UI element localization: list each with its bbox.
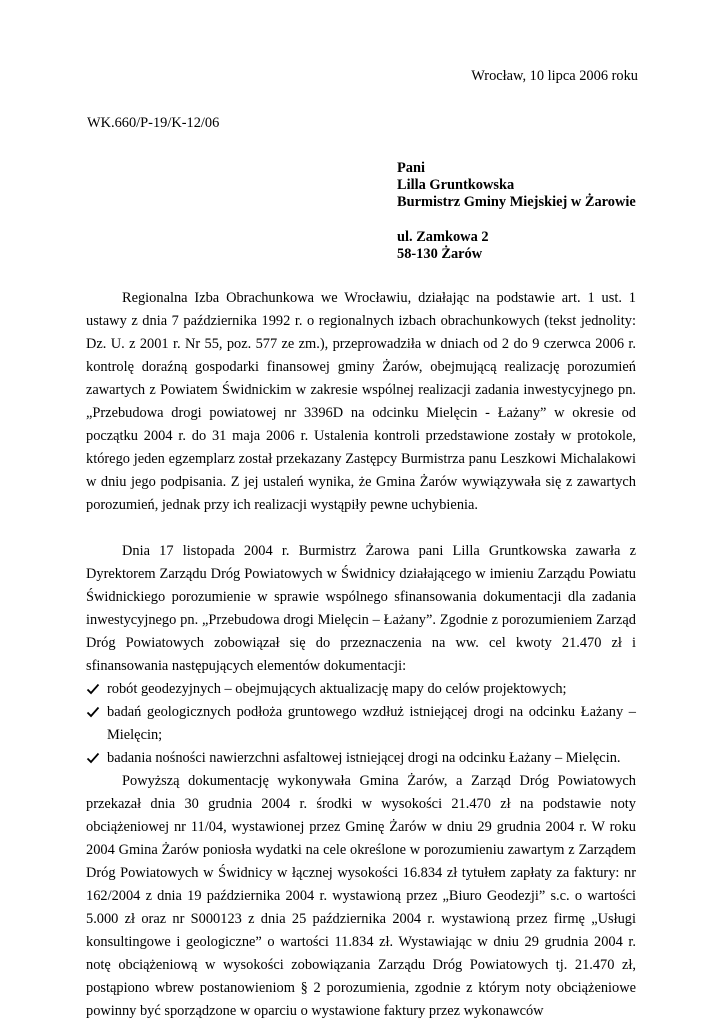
- letter-body: [86, 287, 636, 1023]
- list-item-text: robót geodezyjnych – obejmujących aktualizację mapy do celów projektowych;: [107, 681, 567, 697]
- addressee-title: Burmistrz Gminy Miejskiej w Żarowie: [397, 194, 636, 210]
- body-paragraph: Dnia 17 listopada 2004 r. Burmistrz Żarowa pani Lilla Gruntkowska zawarła z Dyrektorem Zarządu Dróg Powiatowych w Świdnicy działającego w imieniu Zarządu Powiatu Świdnickiego porozumienie w sprawie wspólnego sfinansowania dokumentacji dla zadania inwestycyjnego pn. „Przebudowa drogi Mielęcin – Łażany”. Zgodnie z porozumieniem Zarząd Dróg Powiatowych zobowiązał się do przeznaczenia na ww. cel kwoty 21.470 zł i sfinansowania następujących elementów dokumentacji:: [86, 543, 636, 674]
- list-item: [86, 747, 636, 770]
- addressee-salutation: Pani: [397, 160, 425, 176]
- checkmark-icon: [86, 751, 100, 765]
- addressee-block: [397, 160, 636, 263]
- addressee-street: ul. Zamkowa 2: [397, 229, 489, 245]
- documentation-list: [86, 678, 636, 770]
- checkmark-icon: [86, 682, 100, 696]
- list-item: [86, 701, 636, 747]
- addressee-city: 58-130 Żarów: [397, 246, 483, 262]
- list-item-text: badań geologicznych podłoża gruntowego wzdłuż istniejącej drogi na odcinku Łażany – Mielęcin;: [107, 704, 636, 743]
- addressee-name: Lilla Gruntkowska: [397, 177, 515, 193]
- checkmark-icon: [86, 705, 100, 719]
- letter-date: Wrocław, 10 lipca 2006 roku: [471, 68, 638, 84]
- list-item: [86, 678, 636, 701]
- reference-number: WK.660/P-19/K-12/06: [87, 115, 220, 131]
- list-item-text: badania nośności nawierzchni asfaltowej istniejącej drogi na odcinku Łażany – Mielęcin.: [107, 750, 621, 766]
- body-paragraph: Powyższą dokumentację wykonywała Gmina Żarów, a Zarząd Dróg Powiatowych przekazał dnia 30 grudnia 2004 r. środki w wysokości 21.470 zł na podstawie noty obciążeniowej nr 11/04, wystawionej przez Gminę Żarów w dniu 29 grudnia 2004 r. W roku 2004 Gmina Żarów poniosła wydatki na cele określone w porozumieniu zawartym z Zarządem Dróg Powiatowych w Świdnicy w łącznej wysokości 16.834 zł tytułem zapłaty za faktury: nr 162/2004 z dnia 19 października 2004 r. wystawioną przez „Biuro Geodezji” s.c. o wartości 5.000 zł oraz nr S000123 z dnia 25 października 2004 r. wystawioną przez firmę „Usługi konsultingowe i geologiczne” o wartości 11.834 zł. Wystawiając w dniu 29 grudnia 2004 r. notę obciążeniową w wysokości zobowiązania Zarządu Dróg Powiatowych tj. 21.470 zł, postąpiono wbrew postanowieniom § 2 porozumienia, zgodnie z którym noty obciążeniowe powinny być sporządzone w oparciu o wystawione faktury przez wykonawców: [86, 773, 636, 1019]
- body-paragraph: Regionalna Izba Obrachunkowa we Wrocławiu, działając na podstawie art. 1 ust. 1 ustawy z dnia 7 października 1992 r. o regionalnych izbach obrachunkowych (tekst jednolity: Dz. U. z 2001 r. Nr 55, poz. 577 ze zm.), przeprowadziła w dniach od 2 do 9 czerwca 2006 r. kontrolę doraźną gospodarki finansowej gminy Żarów, obejmującą realizację porozumień zawartych z Powiatem Świdnickim w zakresie wspólnej realizacji zadania inwestycyjnego pn. „Przebudowa drogi powiatowej nr 3396D na odcinku Mielęcin - Łażany” w okresie od początku 2004 r. do 31 maja 2006 r. Ustalenia kontroli przedstawione zostały w protokole, którego jeden egzemplarz został przekazany Zastępcy Burmistrza panu Leszkowi Michalakowi w dniu jego podpisania. Z jej ustaleń wynika, że Gmina Żarów wywiązywała się z zawartych porozumień, jednak przy ich realizacji wystąpiły pewne uchybienia.: [86, 290, 636, 513]
